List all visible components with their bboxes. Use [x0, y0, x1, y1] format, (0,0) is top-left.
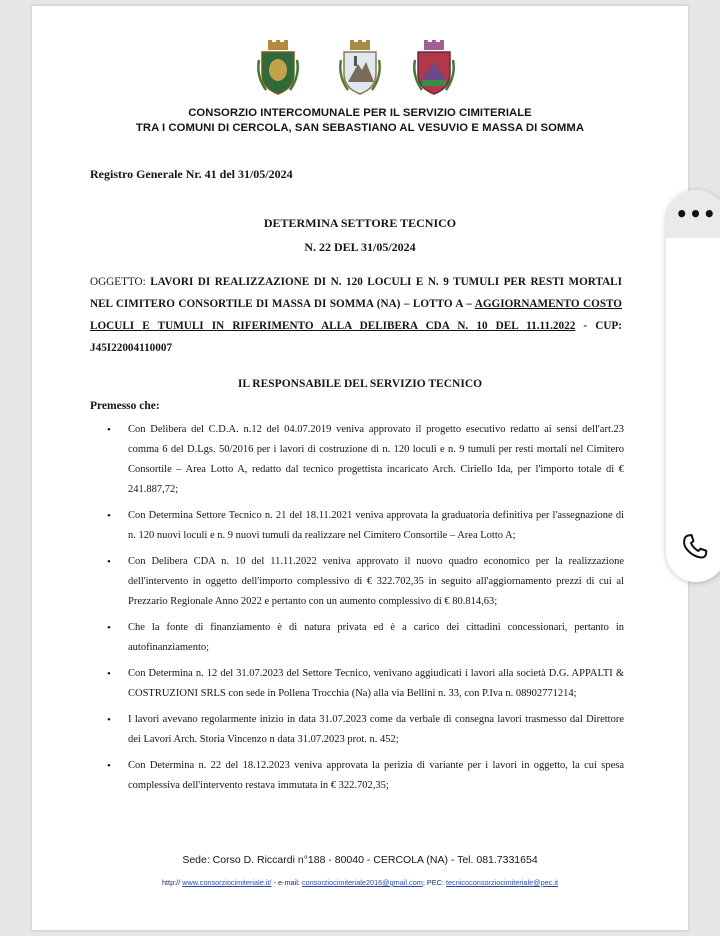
phone-icon[interactable]: [680, 532, 710, 567]
bullet-icon: •: [107, 760, 111, 772]
crest-cercola-icon: [256, 40, 300, 96]
bullet-icon: •: [107, 714, 111, 726]
consortium-line-1: CONSORZIO INTERCOMUNALE PER IL SERVIZIO CIMITERIALE: [188, 107, 532, 119]
footer-http-label: http://: [161, 878, 183, 887]
list-item: [92, 664, 624, 704]
document-page: [32, 6, 688, 930]
list-item-text: Che la fonte di finanziamento è di natura privata ed è a carico dei cittadini concessionari, pertanto in autofinanziamento;: [128, 622, 624, 653]
list-item-text: Con Determina n. 12 del 31.07.2023 del Settore Tecnico, venivano aggiudicati i lavori alla società D.G. APPALTI & COSTRUZIONI SRLS con sede in Pollena Trocchia (Na) alla via Bellini n. 33, con P.Iva n. 08902771214;: [128, 668, 624, 699]
bullet-icon: •: [107, 510, 111, 522]
determina-title: DETERMINA SETTORE TECNICO: [263, 216, 457, 230]
list-item-text: Con Delibera del C.D.A. n.12 del 04.07.2019 veniva approvato il progetto esecutivo redatto ai sensi dell'art.23 comma 6 del D.Lgs. 50/2016 per i lavori di costruzione di n. 120 loculi e n. 9 tumuli per resti mortali nel Cimitero Consortile – Area Lotto A, redatto dal tecnico progettista incaricato Arch. Ciriello Ida, per l'importo totale di € 241.887,72;: [128, 424, 624, 495]
pec-link[interactable]: tecnicoconsorziocimiteriale@pec.it: [445, 878, 559, 887]
consortium-line-2: TRA I COMUNI DI CERCOLA, SAN SEBASTIANO AL VESUVIO E MASSA DI SOMMA: [135, 121, 585, 134]
oggetto-paragraph: [90, 271, 622, 359]
oggetto-cup: - CUP: J45I22004110007: [90, 320, 622, 354]
list-item: [92, 710, 624, 750]
determina-number: N. 22 DEL 31/05/2024: [304, 240, 416, 254]
oggetto-underlined: AGGIORNAMENTO COSTO LOCULI E TUMULI IN RIFERIMENTO ALLA DELIBERA CDA N. 10 DEL 11.11.2022: [90, 298, 623, 332]
list-item: [92, 552, 624, 612]
oggetto-label: OGGETTO:: [90, 276, 146, 288]
list-item: [92, 506, 624, 546]
email-link[interactable]: consorziocimiteriale2016@gmail.com: [301, 878, 423, 887]
bullet-icon: •: [107, 556, 111, 568]
municipal-crests: [32, 40, 688, 98]
footer-pec-label: ; PEC:: [422, 878, 446, 887]
list-item: [92, 618, 624, 658]
responsabile-heading: IL RESPONSABILE DEL SERVIZIO TECNICO: [237, 378, 483, 390]
premesso-label: Premesso che:: [90, 400, 160, 412]
list-item-text: Con Delibera CDA n. 10 del 11.11.2022 veniva approvato il nuovo quadro economico per la realizzazione dell'intervento in oggetto dell'importo complessivo di € 322.702,35 in seguito all'aggiornamento prezzi di cui al Prezzario Regionale Anno 2022 e pertanto con un aumento complessivo di € 80.814,63;: [128, 556, 624, 607]
crest-massa-di-somma-icon: [412, 40, 456, 96]
consortium-header: [32, 106, 688, 135]
floating-action-panel: [666, 190, 720, 582]
crest-san-sebastiano-icon: [338, 40, 382, 96]
bullet-icon: •: [107, 622, 111, 634]
bullet-icon: •: [107, 668, 111, 680]
list-item: [92, 756, 624, 796]
list-item-text: Con Determina n. 22 del 18.12.2023 veniva approvata la perizia di variante per i lavori in oggetto, la cui spesa complessiva dell'intervento restava immutata in € 322.702,35;: [128, 760, 624, 791]
oggetto-text: LAVORI DI REALIZZAZIONE DI N. 120 LOCULI E N. 9 TUMULI PER RESTI MORTALI NEL CIMITERO CONSORTILE DI MASSA DI SOMMA (NA) – LOTTO A –: [90, 276, 622, 310]
list-item: [92, 420, 624, 500]
bullet-icon: •: [107, 424, 111, 436]
list-item-text: Con Determina Settore Tecnico n. 21 del 18.11.2021 veniva approvata la graduatoria definitiva per l'assegnazione di n. 120 nuovi loculi e n. 9 nuovi tumuli da realizzare nel Cimitero Consortile – Area Lotto A;: [128, 510, 624, 541]
list-item-text: I lavori avevano regolarmente inizio in data 31.07.2023 come da verbale di consegna lavori trasmesso dal Direttore dei Lavori Arch. Storia Vincenzo n data 31.07.2023 prot. n. 452;: [128, 714, 624, 745]
registro-generale: Registro Generale Nr. 41 del 31/05/2024: [90, 167, 293, 181]
more-options-icon[interactable]: •••: [666, 190, 720, 238]
website-link[interactable]: www.consorziocimiteriale.it/: [182, 878, 272, 887]
footer-address: Sede: Corso D. Riccardi n°188 - 80040 - CERCOLA (NA) - Tel. 081.7331654: [182, 854, 538, 866]
determina-heading: [32, 211, 688, 259]
footer-contacts: [32, 878, 688, 887]
footer-email-label: - e-mail:: [271, 878, 302, 887]
premesso-list: [92, 420, 624, 802]
